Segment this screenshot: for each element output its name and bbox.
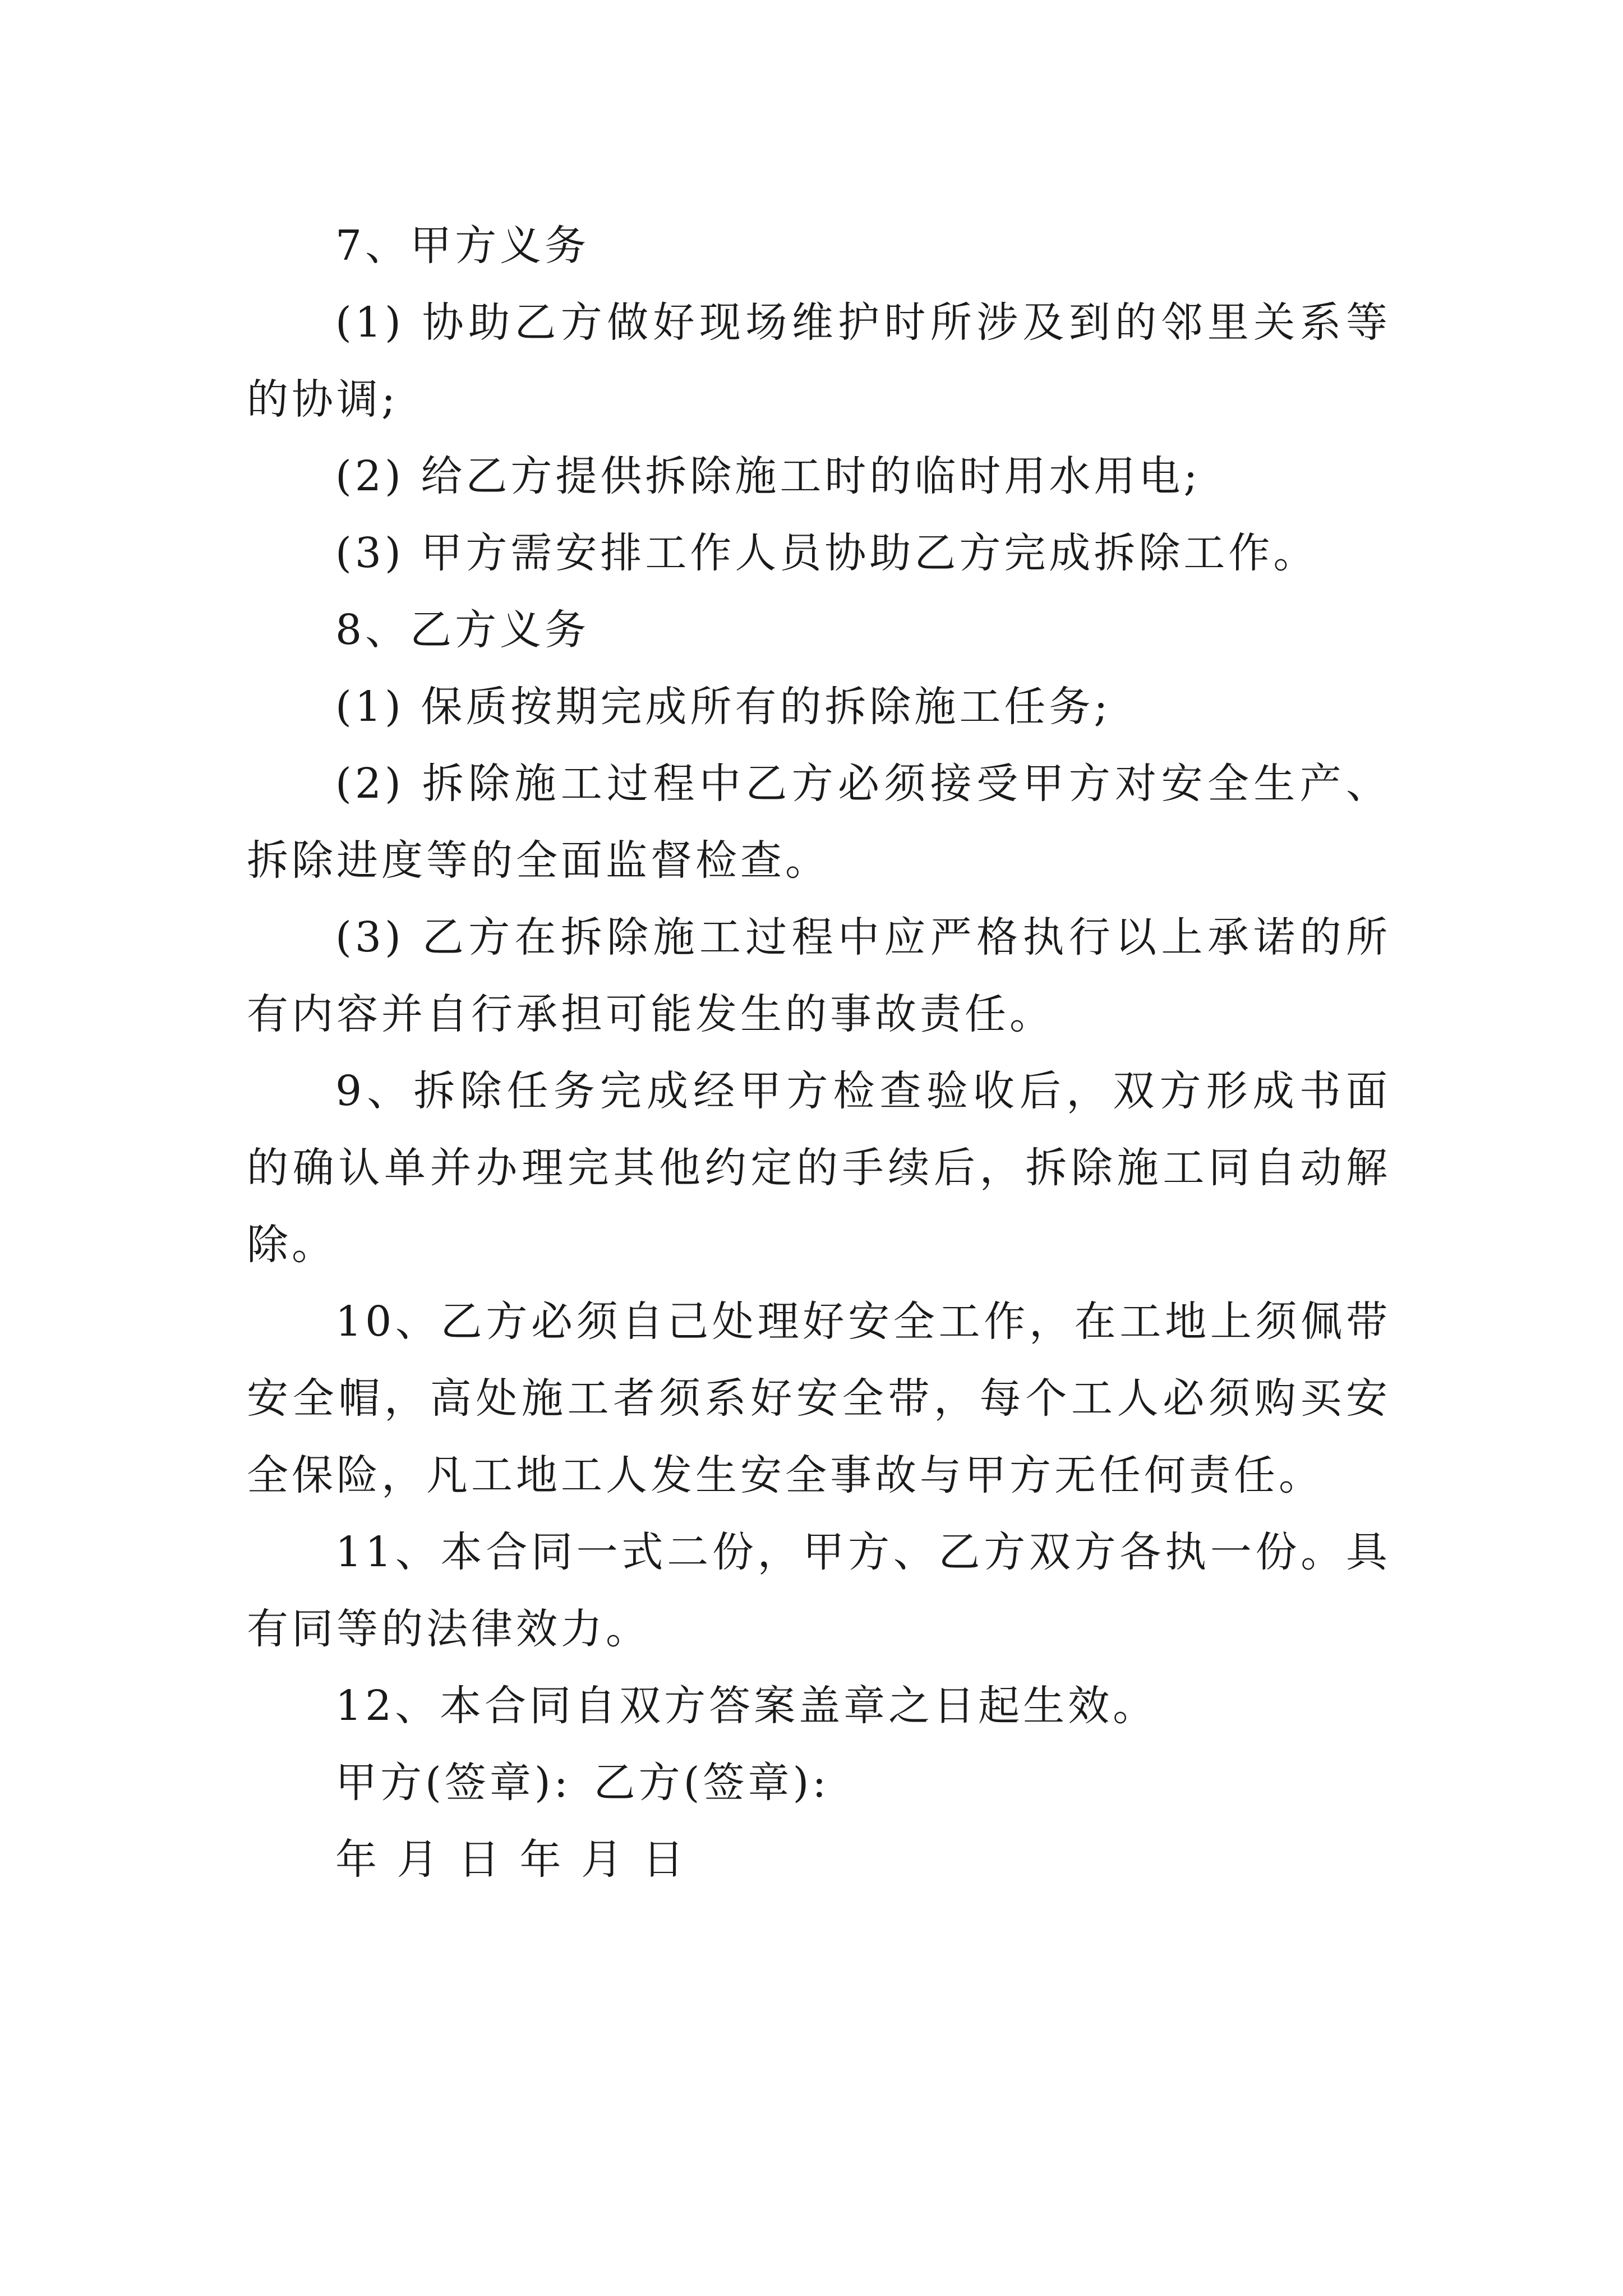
clause-8-2: (2) 拆除施工过程中乙方必须接受甲方对安全生产、拆除进度等的全面监督检查。 — [247, 760, 1391, 885]
clause-12: 12、本合同自双方答案盖章之日起生效。 — [335, 1682, 1158, 1730]
section-heading-8: 8、乙方义务 — [335, 606, 590, 654]
clause-9: 9、拆除任务完成经甲方检查验收后，双方形成书面的确认单并办理完其他约定的手续后，拆除施工同自动解除。 — [247, 1067, 1391, 1269]
clause-10: 10、乙方必须自己处理好安全工作，在工地上须佩带安全帽，高处施工者须系好安全带，每个工人必须购买安全保险，凡工地工人发生安全事故与甲方无任何责任。 — [247, 1297, 1391, 1499]
signature-line — [247, 1745, 1391, 1821]
clause-8-1: (1) 保质按期完成所有的拆除施工任务; — [335, 683, 1112, 731]
clause-7-1: (1) 协助乙方做好现场维护时所涉及到的邻里关系等的协调; — [247, 298, 1391, 424]
clause-7-3: (3) 甲方需安排工作人员协助乙方完成拆除工作。 — [335, 529, 1318, 577]
party-a-signature-label: 甲方(签章): — [335, 1759, 571, 1807]
clause-7-2: (2) 给乙方提供拆除施工时的临时用水用电; — [335, 452, 1201, 500]
section-heading-7: 7、甲方义务 — [335, 222, 590, 270]
contract-body — [247, 208, 1391, 1898]
clause-11: 11、本合同一式二份，甲方、乙方双方各执一份。具有同等的法律效力。 — [247, 1528, 1391, 1653]
party-b-signature-label: 乙方(签章): — [593, 1759, 830, 1807]
clause-8-3: (3) 乙方在拆除施工过程中应严格执行以上承诺的所有内容并自行承担可能发生的事故责任。 — [247, 913, 1391, 1038]
date-line: 年 月 日 年 月 日 — [335, 1835, 688, 1884]
